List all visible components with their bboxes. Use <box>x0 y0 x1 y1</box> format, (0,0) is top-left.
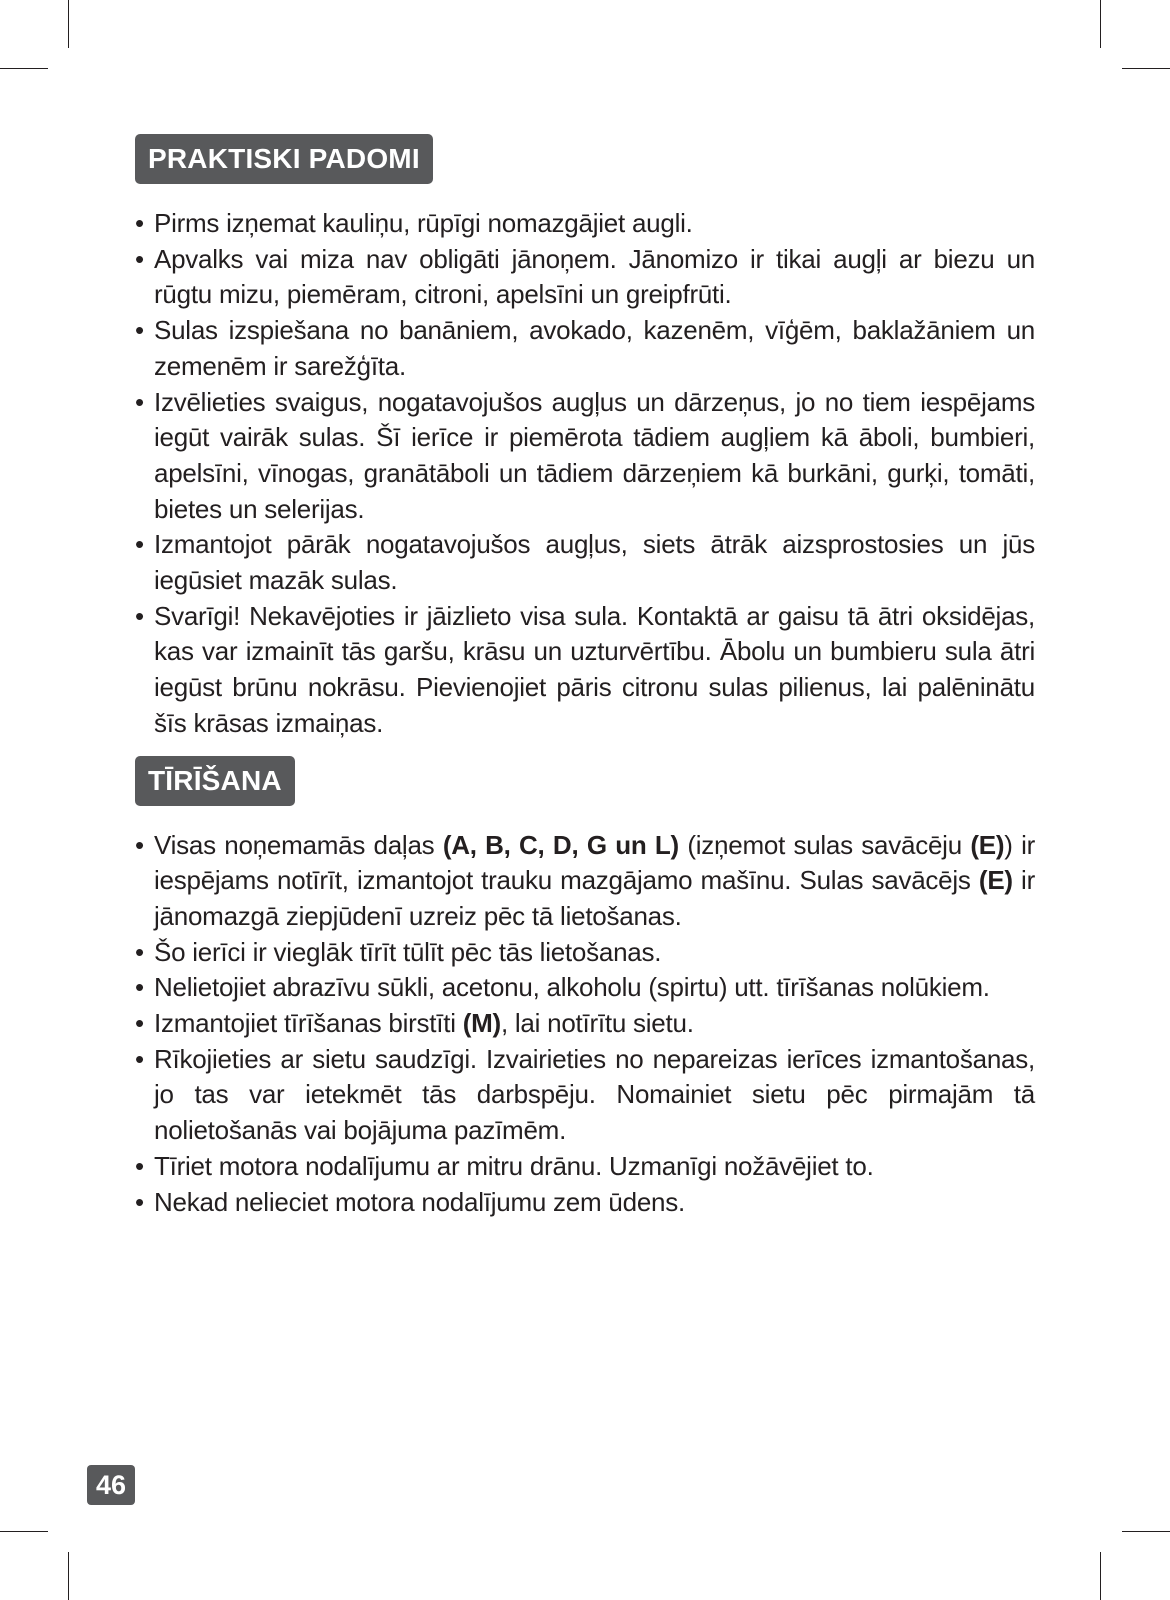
list-item <box>135 970 1035 1006</box>
text-run: Tīriet motora nodalījumu ar mitru drānu. Uzmanīgi nožāvējiet to. <box>154 1150 874 1181</box>
list-item <box>135 1185 1035 1221</box>
text-run: ir jānomazgā ziepjūdenī uzreiz pēc tā lietošanas. <box>154 865 1035 931</box>
text-run: Šo ierīci ir vieglāk tīrīt tūlīt pēc tās lietošanas. <box>154 936 662 967</box>
list-item <box>135 1042 1035 1149</box>
bold-reference: (M) <box>462 1008 501 1039</box>
section-practical-tips <box>135 134 1035 742</box>
list-item <box>135 527 1035 598</box>
bold-reference: (E) <box>970 829 1005 860</box>
text-run: Sulas izspiešana no banāniem, avokado, kazenēm, vīģēm, baklažāniem un zemenēm ir sarežģīta. <box>154 315 1035 381</box>
section-heading: PRAKTISKI PADOMI <box>135 134 433 184</box>
text-run: Rīkojieties ar sietu saudzīgi. Izvairieties no nepareizas ierīces izmantošanas, jo tas var ietekmēt tās darbspēju. Nomainiet sietu pēc pirmajām tā nolietošanās vai bojājuma pazīmēm. <box>154 1043 1035 1146</box>
bold-reference: (A, B, C, D, G un L) <box>442 829 679 860</box>
text-run: (izņemot sulas savācēju <box>678 829 971 860</box>
text-run: Nelietojiet abrazīvu sūkli, acetonu, alkoholu (spirtu) utt. tīrīšanas nolūkiem. <box>154 972 990 1003</box>
text-run: ) ir iespējams notīrīt, izmantojot trauku mazgājamo mašīnu. Sulas savācējs <box>154 829 1035 896</box>
crop-mark <box>0 68 48 69</box>
page-content <box>135 134 1035 1220</box>
text-run: Visas noņemamās daļas <box>154 829 443 860</box>
text-run: Izmantojiet tīrīšanas birstīti <box>154 1008 463 1039</box>
crop-mark <box>1100 1552 1101 1600</box>
page-number: 46 <box>87 1465 135 1505</box>
list-item <box>135 599 1035 742</box>
crop-mark <box>1122 1531 1170 1532</box>
crop-mark <box>1122 68 1170 69</box>
list-item <box>135 385 1035 528</box>
list-item <box>135 1149 1035 1185</box>
list-item <box>135 242 1035 313</box>
list-item <box>135 1006 1035 1042</box>
section-heading: TĪRĪŠANA <box>135 756 295 806</box>
text-run: Pirms izņemat kauliņu, rūpīgi nomazgājiet augli. <box>154 208 693 238</box>
list-item <box>135 313 1035 384</box>
crop-mark <box>1100 0 1101 48</box>
text-run: Izmantojot pārāk nogatavojušos augļus, siets ātrāk aizsprostosies un jūs iegūsiet mazāk sulas. <box>154 529 1035 596</box>
list-item <box>135 206 1035 242</box>
text-run: Apvalks vai miza nav obligāti jānoņem. Jānomizo ir tikai augļi ar biezu un rūgtu mizu, piemēram, citroni, apelsīni un greipfrūti. <box>154 243 1035 310</box>
bullet-list <box>135 828 1035 1221</box>
crop-mark <box>68 0 69 48</box>
text-run: Nekad nelieciet motora nodalījumu zem ūdens. <box>154 1186 685 1217</box>
list-item <box>135 828 1035 935</box>
crop-mark <box>0 1531 48 1532</box>
bullet-list <box>135 206 1035 742</box>
text-run: Svarīgi! Nekavējoties ir jāizlieto visa sula. Kontaktā ar gaisu tā ātri oksidējas, kas var izmainīt tās garšu, krāsu un uzturvērtību. Ābolu un bumbieru sula ātri iegūst brūnu nokrāsu. Pievienojiet pāris citronu sulas pilienus, lai palēninātu šīs krāsas izmaiņas. <box>154 600 1035 738</box>
text-run: , lai notīrītu sietu. <box>500 1008 694 1039</box>
text-run: Izvēlieties svaigus, nogatavojušos augļus un dārzeņus, jo no tiem iespējams iegūt vairāk sulas. Šī ierīce ir piemērota tādiem augļiem kā āboli, bumbieri, apelsīni, vīnogas, granātāboli un tādiem dārzeņiem kā burkāni, gurķi, tomāti, bietes un selerijas. <box>154 386 1035 524</box>
list-item <box>135 935 1035 971</box>
bold-reference: (E) <box>978 865 1013 896</box>
crop-mark <box>68 1552 69 1600</box>
section-cleaning <box>135 756 1035 1221</box>
